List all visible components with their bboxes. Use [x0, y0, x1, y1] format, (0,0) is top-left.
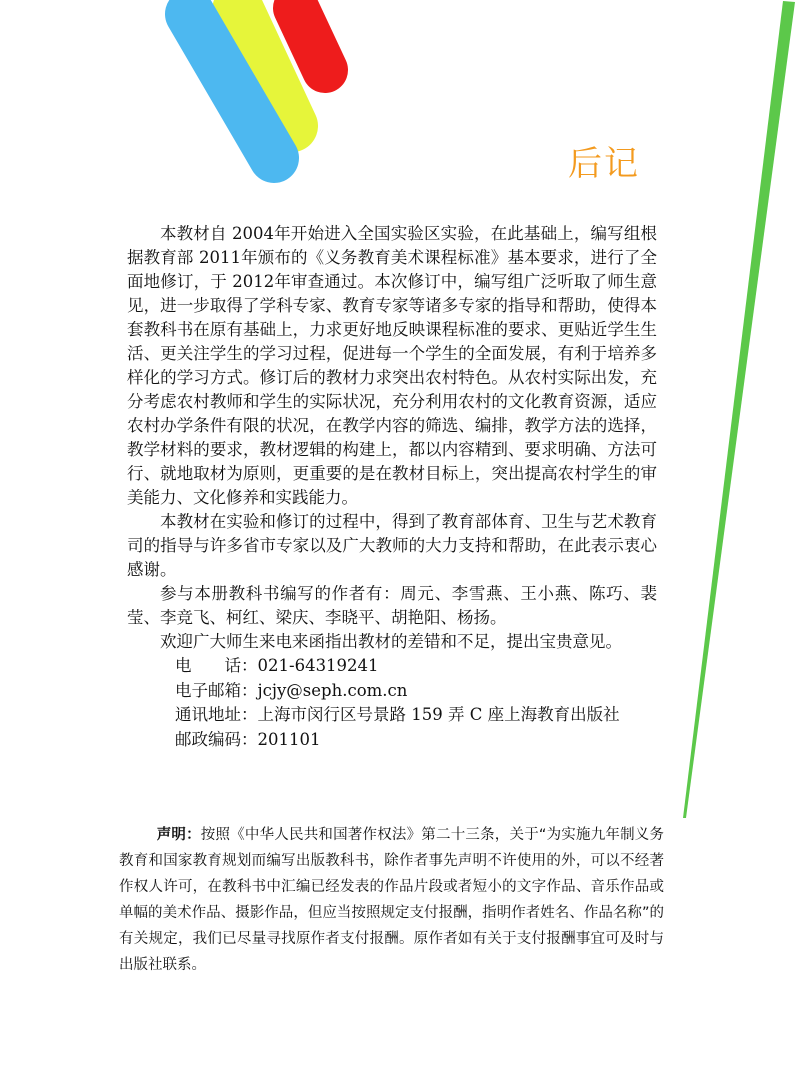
paragraph-feedback: 欢迎广大师生来电来函指出教材的差错和不足，提出宝贵意见。 [160, 632, 622, 651]
contact-email: 电子邮箱：jcjy@seph.com.cn [175, 680, 408, 700]
contact-address: 通讯地址：上海市闵行区号景路 159 弄 C 座上海教育出版社 [175, 705, 620, 724]
contact-phone: 电 话：021-64319241 [175, 656, 379, 675]
contact-postcode: 邮政编码：201101 [175, 729, 321, 749]
contact-info [127, 654, 657, 752]
page-title: 后记 [568, 144, 640, 184]
notice-label: 声明： [156, 827, 201, 843]
paragraph-authors: 参与本册教科书编写的作者有：周元、李雪燕、王小燕、陈巧、裴莹、李竞飞、柯红、梁庆、李晓平、胡艳阳、杨扬。 [127, 584, 657, 627]
afterword-body [127, 222, 657, 752]
notice-text: 按照《中华人民共和国著作权法》第二十三条，关于“为实施九年制义务教育和国家教育规划而编写出版教科书，除作者事先声明不许使用的外，可以不经著作权人许可，在教科书中汇编已经发表的作品片段或者短小的文字作品、音乐作品或单幅的美术作品、摄影作品，但应当按照规定支付报酬，指明作者姓名、作品名称”的有关规定，我们已尽量寻找原作者支付报酬。原作者如有关于支付报酬事宜可及时与出版社联系。 [119, 827, 665, 973]
paragraph-thanks: 本教材在实验和修订的过程中，得到了教育部体育、卫生与艺术教育司的指导与许多省市专家以及广大教师的大力支持和帮助，在此表示衷心感谢。 [127, 512, 657, 579]
copyright-notice [119, 822, 664, 978]
paragraph-revision: 本教材自 2004年开始进入全国实验区实验，在此基础上，编写组根据教育部 2011年颁布的《义务教育美术课程标准》基本要求，进行了全面地修订，于 2012年审查通过。本次修订中，编写组广泛听取了师生意见，进一步取得了学科专家、教育专家等诸多专家的指导和帮助，使得本套教科书在原有基础上，力求更好地反映课程标准的要求、更贴近学生生活、更关注学生的学习过程，促进每一个学生的全面发展，有利于培养多样化的学习方式。修订后的教材力求突出农村特色。从农村实际出发，充分考虑农村教师和学生的实际状况，充分利用农村的文化教育资源，适应农村办学条件有限的状况，在教学内容的筛选、编排，教学方法的选择，教学材料的要求，教材逻辑的构建上，都以内容精到、要求明确、方法可行、就地取材为原则，更重要的是在教材目标上，突出提高农村学生的审美能力、文化修养和实践能力。 [127, 224, 657, 507]
